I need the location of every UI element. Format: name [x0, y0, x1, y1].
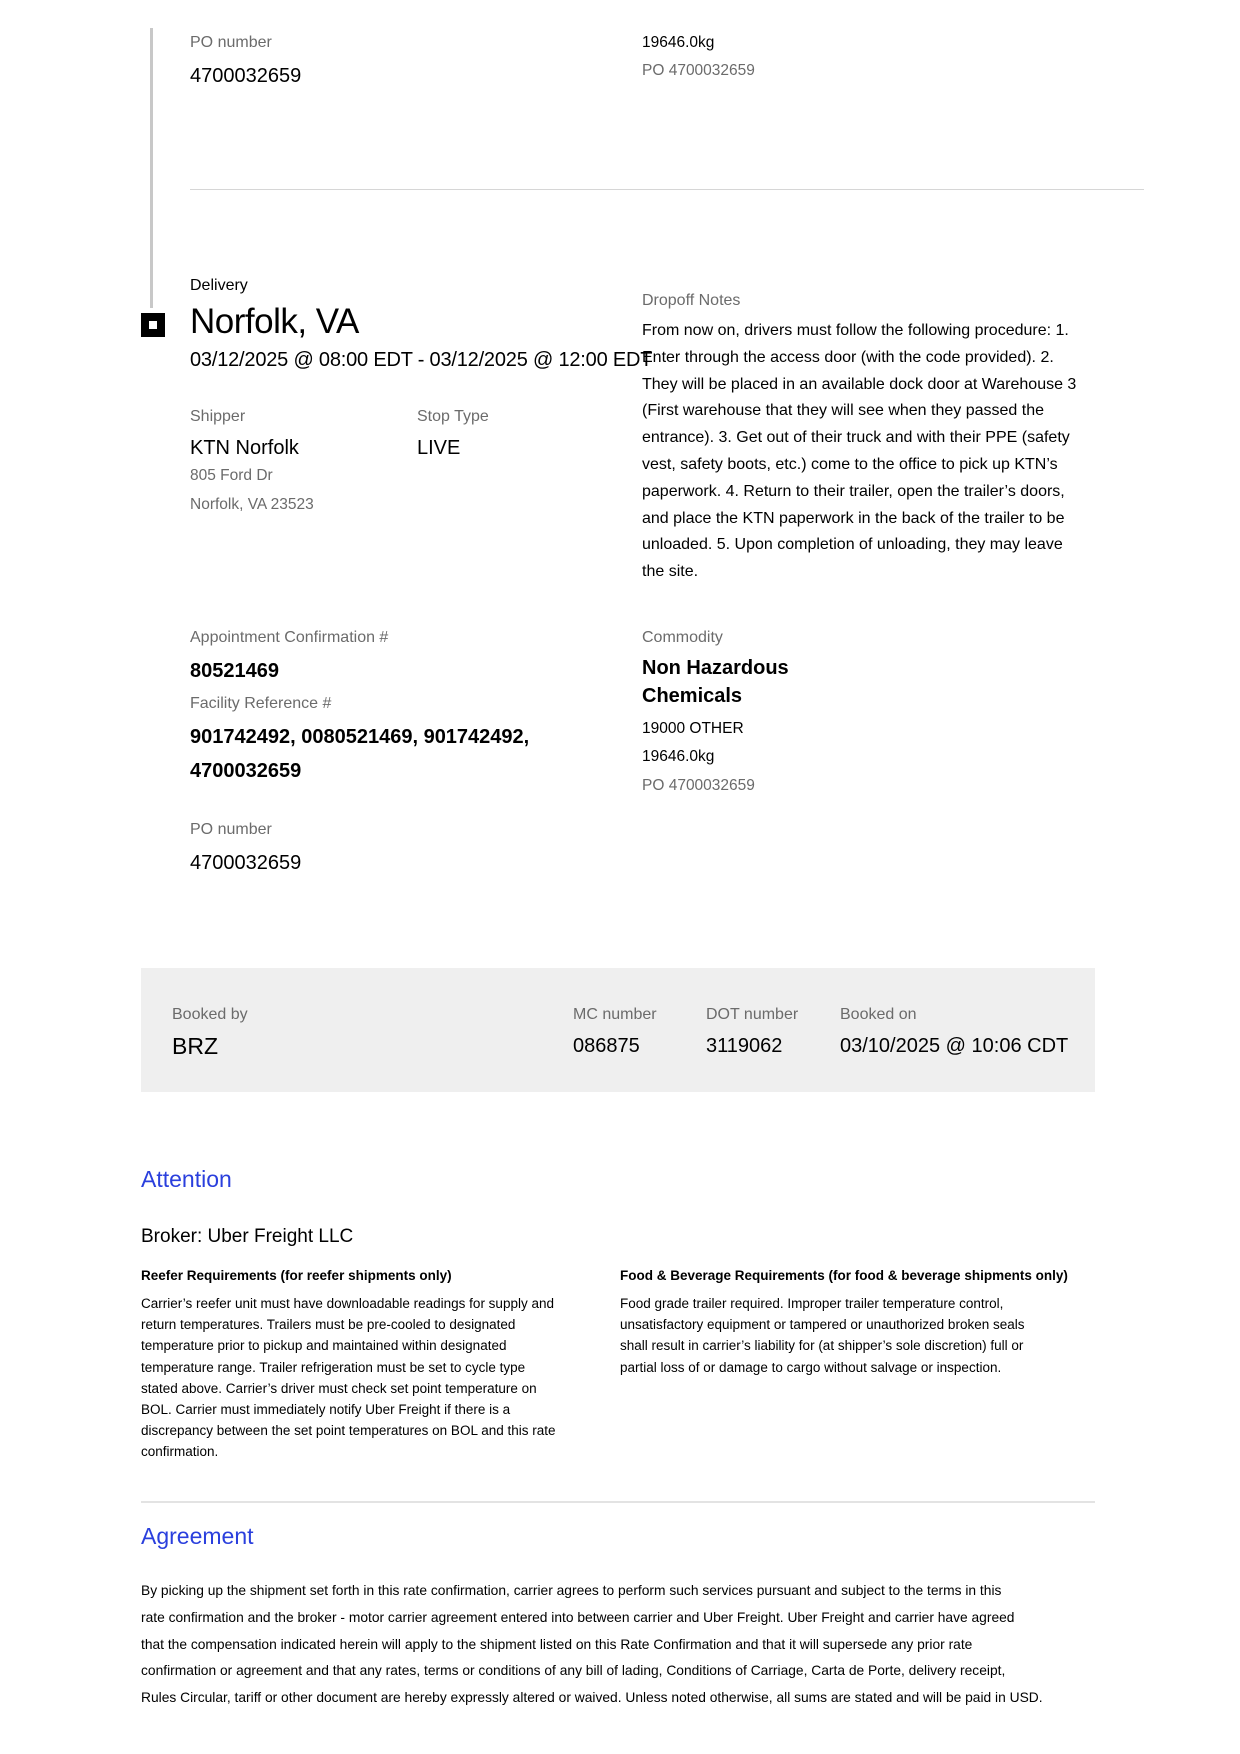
food-beverage-requirements-line: Food grade trailer required. Improper trailer temperature control,: [620, 1296, 1004, 1311]
appointment-confirmation-value: 80521469: [190, 660, 279, 682]
commodity-name-line1: Non Hazardous: [642, 657, 789, 679]
delivery-po-number-label: PO number: [190, 821, 272, 838]
dropoff-notes-line: vest, safety boots, etc.) come to the office to pick up KTN’s: [642, 455, 1058, 473]
booked-on-value: 03/10/2025 @ 10:06 CDT: [840, 1035, 1069, 1057]
agreement-heading: Agreement: [141, 1523, 254, 1549]
delivery-stop-marker-icon: [141, 313, 165, 337]
reefer-requirements-line: Carrier’s reefer unit must have downloadable readings for supply and: [141, 1296, 554, 1311]
dropoff-notes-line: From now on, drivers must follow the following procedure: 1.: [642, 322, 1069, 339]
shipper-name: KTN Norfolk: [190, 437, 299, 459]
dropoff-notes-line: entrance). 3. Get out of their truck and with their PPE (safety: [642, 429, 1070, 447]
commodity-po-ref: PO 4700032659: [642, 62, 755, 79]
food-beverage-requirements-line: partial loss of or damage to cargo without salvage or inspection.: [620, 1359, 1002, 1375]
po-number-label: PO number: [190, 34, 272, 51]
food-beverage-requirements-line: shall result in carrier’s liability for (at shipper’s sole discretion) full or: [620, 1338, 1024, 1354]
reefer-requirements-line: confirmation.: [141, 1444, 219, 1460]
stop-type-value: LIVE: [417, 437, 461, 459]
dropoff-notes-label: Dropoff Notes: [642, 292, 741, 309]
dropoff-notes-line: Enter through the access door (with the code provided). 2.: [642, 348, 1054, 366]
reefer-requirements-line: temperature range. Trailer refrigeration must be set to cycle type: [141, 1359, 526, 1375]
booked-by-label: Booked by: [172, 1006, 248, 1023]
reefer-requirements-line: BOL. Carrier must immediately notify Uber Freight if there is a: [141, 1402, 511, 1418]
dropoff-notes-line: unloaded. 5. Upon completion of unloading, they may leave: [642, 536, 1063, 554]
facility-reference-label: Facility Reference #: [190, 695, 332, 712]
commodity-label: Commodity: [642, 629, 723, 646]
shipper-address-line2: Norfolk, VA 23523: [190, 496, 314, 513]
agreement-text: [141, 1578, 1081, 1712]
agreement-line: confirmation or agreement and that any rates, terms or conditions of any bill of lading, Conditions of Carriage, Carta de Porte, delivery receipt,: [141, 1663, 1006, 1679]
reefer-requirements-text: [141, 1293, 601, 1463]
broker-name: Broker: Uber Freight LLC: [141, 1226, 354, 1247]
agreement-line: By picking up the shipment set forth in this rate confirmation, carrier agrees to perform such services pursuant and subject to the terms in this: [141, 1583, 1002, 1598]
shipper-address-line1: 805 Ford Dr: [190, 467, 273, 484]
dropoff-notes-line: They will be placed in an available dock door at Warehouse 3: [642, 375, 1077, 393]
food-beverage-requirements-text: [620, 1293, 1090, 1378]
stop-type-label: Stop Type: [417, 408, 489, 425]
agreement-line: rate confirmation and the broker - motor carrier agreement entered into between carrier and Uber Freight. Uber Freight and carrier have agreed: [141, 1609, 1015, 1625]
commodity-name-line2: Chemicals: [642, 685, 743, 707]
dropoff-notes-line: the site.: [642, 563, 699, 581]
dot-number-label: DOT number: [706, 1006, 799, 1023]
delivery-po-number-value: 4700032659: [190, 852, 302, 874]
shipper-label: Shipper: [190, 408, 246, 425]
dot-number-value: 3119062: [706, 1035, 783, 1057]
dropoff-notes: [642, 318, 1092, 586]
reefer-requirements-line: return temperatures. Trailers must be pre-cooled to designated: [141, 1317, 516, 1333]
facility-reference-line1: 901742492, 0080521469, 901742492,: [190, 726, 530, 748]
stop-type-heading: Delivery: [190, 277, 248, 294]
mc-number-label: MC number: [573, 1006, 657, 1023]
delivery-city: Norfolk, VA: [190, 302, 359, 341]
facility-reference-line2: 4700032659: [190, 760, 302, 782]
delivery-commodity-weight: 19646.0kg: [642, 748, 715, 765]
commodity-quantity: 19000 OTHER: [642, 720, 744, 737]
section-divider: [141, 1501, 1095, 1503]
booked-on-label: Booked on: [840, 1006, 917, 1023]
delivery-time-window: 03/12/2025 @ 08:00 EDT - 03/12/2025 @ 12:00 EDT: [190, 349, 653, 371]
reefer-requirements-line: discrepancy between the set point temperatures on BOL and this rate: [141, 1423, 556, 1439]
reefer-requirements-line: temperature prior to pickup and maintained within designated: [141, 1338, 507, 1354]
booked-by-value: BRZ: [172, 1033, 218, 1059]
food-beverage-requirements-heading: Food & Beverage Requirements (for food & beverage shipments only): [620, 1268, 1068, 1283]
dropoff-notes-line: (First warehouse that they will see when they passed the: [642, 402, 1044, 420]
agreement-line: Rules Circular, tariff or other document are hereby expressly altered or waived. Unless noted otherwise, all sums are stated and will be paid in USD.: [141, 1690, 1043, 1706]
delivery-commodity-po-ref: PO 4700032659: [642, 777, 755, 794]
appointment-confirmation-label: Appointment Confirmation #: [190, 629, 389, 646]
food-beverage-requirements-line: unsatisfactory equipment or tampered or unauthorized broken seals: [620, 1317, 1025, 1333]
reefer-requirements-heading: Reefer Requirements (for reefer shipments only): [141, 1268, 452, 1283]
stop-divider: [190, 189, 1144, 190]
reefer-requirements-line: stated above. Carrier’s driver must check set point temperature on: [141, 1380, 537, 1396]
dropoff-notes-line: and place the KTN paperwork in the back of the trailer to be: [642, 509, 1065, 527]
mc-number-value: 086875: [573, 1035, 640, 1057]
stop-timeline-line: [150, 28, 153, 308]
booking-info-panel: [141, 968, 1095, 1092]
agreement-line: that the compensation indicated herein will apply to the shipment listed on this Rate Confirmation and that it will supersede any prior rate: [141, 1636, 973, 1652]
attention-heading: Attention: [141, 1166, 232, 1192]
po-number-value: 4700032659: [190, 65, 302, 87]
dropoff-notes-line: paperwork. 4. Return to their trailer, open the trailer’s doors,: [642, 482, 1065, 500]
commodity-weight: 19646.0kg: [642, 34, 715, 51]
